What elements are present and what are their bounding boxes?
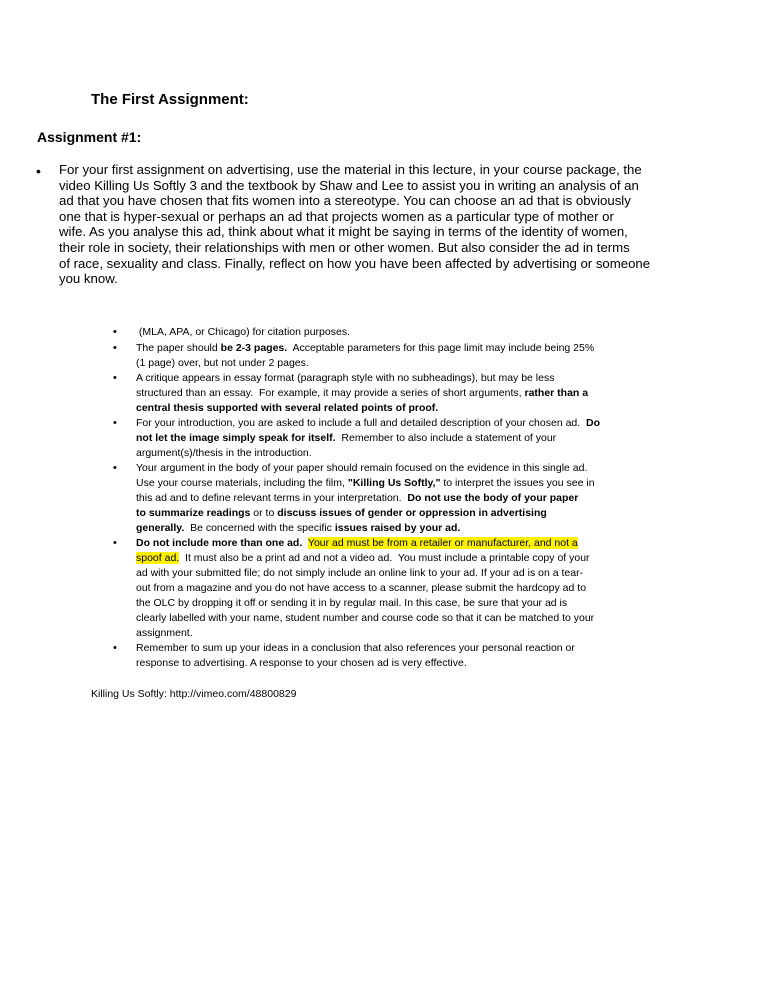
highlighted-text: spoof ad. <box>136 552 180 564</box>
bold-run: generally. <box>136 522 185 534</box>
item-line <box>136 386 696 401</box>
item-line <box>136 506 696 521</box>
list-item-one-ad <box>113 536 696 641</box>
list-item-critique <box>113 371 696 416</box>
description-line: video Killing Us Softly 3 and the textbook by Shaw and Lee to assist you in writing an analysis of an <box>59 177 639 193</box>
bold-run: "Killing Us Softly," <box>347 477 441 489</box>
item-line: A critique appears in essay format (paragraph style with no subheadings), but may be less <box>136 372 555 384</box>
item-line: Remember to sum up your ideas in a conclusion that also references your personal reaction or <box>136 642 575 654</box>
list-item-conclusion <box>113 641 696 671</box>
description-line: wife. As you analyse this ad, think about what it might be saying in terms of the identity of women, <box>59 224 628 240</box>
item-line: argument(s)/thesis in the introduction. <box>136 447 312 459</box>
document-title: The First Assignment: <box>91 91 249 108</box>
bullet: • <box>113 537 117 549</box>
item-line <box>136 416 696 431</box>
list-item-introduction <box>113 416 696 461</box>
item-line <box>136 341 696 356</box>
item-line: assignment. <box>136 627 193 639</box>
description-line: you know. <box>59 271 118 287</box>
highlighted-text: Your ad must be from a retailer or manufacturer, and not a <box>307 537 578 549</box>
bold-run: Do <box>586 417 601 429</box>
bold-run: not let the image simply speak for itself. <box>136 432 336 444</box>
bold-run: issues raised by your ad. <box>334 522 461 534</box>
text-run: The paper should <box>136 342 221 354</box>
main-bullet: • <box>36 163 41 179</box>
description-line: ad that you have chosen that fits women into a stereotype. You can choose an ad that is obviously <box>59 193 631 209</box>
bold-run: rather than a <box>524 387 589 399</box>
text-run: For your introduction, you are asked to include a full and detailed description of your chosen ad. <box>136 417 587 429</box>
bullet: • <box>113 462 117 474</box>
footer-link: Killing Us Softly: http://vimeo.com/48800829 <box>91 688 297 700</box>
description-line: one that is hyper-sexual or perhaps an ad that projects women as a particular type of mother or <box>59 208 614 224</box>
item-line: the OLC by dropping it off or sending it in by regular mail. In this case, be sure that your ad is <box>136 597 568 609</box>
list-item-citation <box>113 325 696 340</box>
text-run: this ad and to define relevant terms in your interpretation. <box>136 492 408 504</box>
item-line <box>136 521 696 536</box>
item-line <box>136 401 696 416</box>
bold-run: discuss issues of gender or oppression in advertising <box>277 507 547 519</box>
item-line: response to advertising. A response to your chosen ad is very effective. <box>136 657 467 669</box>
bold-run: central thesis supported with several related points of proof. <box>136 402 439 414</box>
bullet: • <box>113 326 117 338</box>
text-run: Remember to also include a statement of your <box>335 432 557 444</box>
list-item-length <box>113 341 696 371</box>
item-line <box>136 476 696 491</box>
item-line: ad with your submitted file; do not simply include an online link to your ad. If your ad is on a tear- <box>136 567 584 579</box>
text-run: structured than an essay. For example, it may provide a series of short arguments, <box>136 387 525 399</box>
description-line: For your first assignment on advertising, use the material in this lecture, in your course package, the <box>59 162 642 177</box>
bold-run: Do not include more than one ad. <box>136 537 303 549</box>
text-run: to interpret the issues you see in <box>440 477 595 489</box>
item-line: (MLA, APA, or Chicago) for citation purposes. <box>136 326 350 338</box>
bullet: • <box>113 342 117 354</box>
description-line: of race, sexuality and class. Finally, reflect on how you have been affected by advertising or someone <box>59 255 651 271</box>
text-run: Be concerned with the specific <box>184 522 335 534</box>
assignment-description <box>59 162 709 287</box>
description-line: their role in society, their relationships with men or other women. But also consider the ad in terms <box>59 239 630 255</box>
bold-run: to summarize readings <box>136 507 251 519</box>
text-run: or to <box>250 507 278 519</box>
bold-run: be 2-3 pages. <box>220 342 288 354</box>
item-line <box>136 536 696 551</box>
item-line: Your argument in the body of your paper should remain focused on the evidence in this single ad. <box>136 462 588 474</box>
item-line <box>136 551 696 566</box>
bold-run: Do not use the body of your paper <box>407 492 579 504</box>
bullet: • <box>113 417 117 429</box>
bullet: • <box>113 642 117 654</box>
list-item-argument <box>113 461 696 536</box>
text-run: Acceptable parameters for this page limit may include being 25% <box>287 342 595 354</box>
item-line: out from a magazine and you do not have access to a scanner, please submit the hardcopy ad to <box>136 582 587 594</box>
item-line <box>136 431 696 446</box>
item-line: (1 page) over, but not under 2 pages. <box>136 357 309 369</box>
text-run: It must also be a print ad and not a video ad. You must include a printable copy of your <box>179 552 590 564</box>
item-line: clearly labelled with your name, student number and course code so that it can be matched to your <box>136 612 595 624</box>
bullet: • <box>113 372 117 384</box>
text-run: Use your course materials, including the film, <box>136 477 348 489</box>
item-line <box>136 491 696 506</box>
assignment-heading: Assignment #1: <box>37 129 142 145</box>
